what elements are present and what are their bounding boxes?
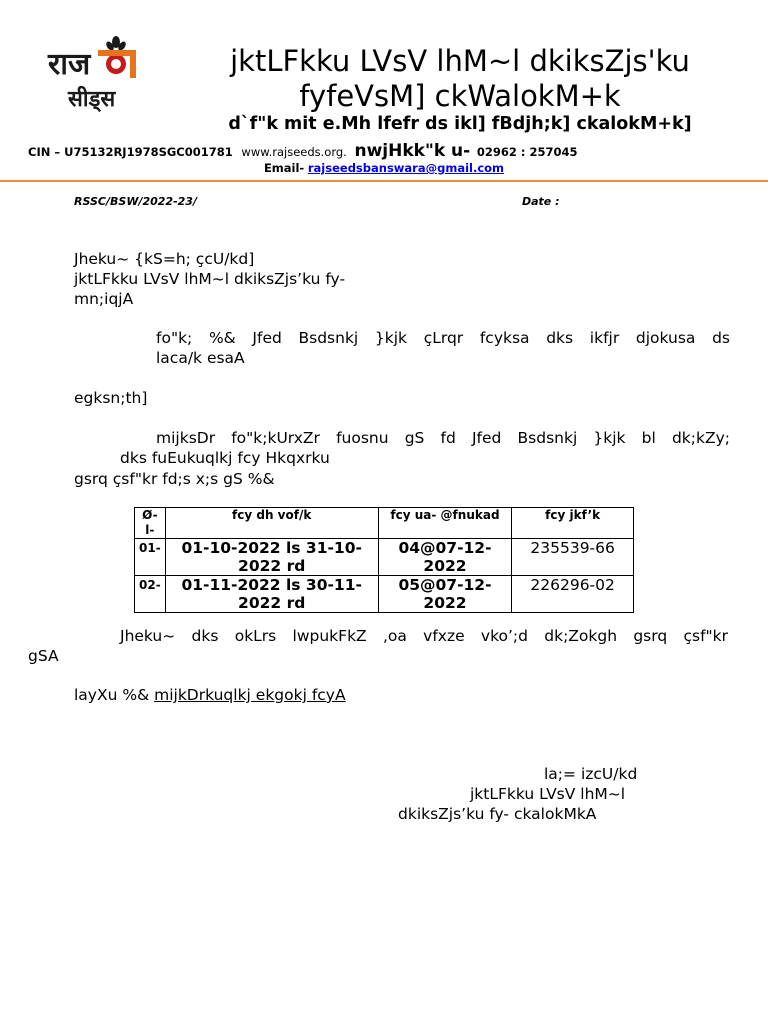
body-paragraph1-line2: dks fuEukuqlkj fcy Hkqxrku [120, 449, 330, 467]
company-title-line2: fyfeVsM] ckWalokM+k [299, 79, 621, 113]
cell-amount: 226296-02 [512, 576, 634, 613]
phone-number: 02962 : 257045 [476, 145, 578, 159]
body-paragraph1-line1: mijksDr fo"k;kUrxZr fuosnu gS fd Jfed Bsdsnkj }kjk bl dk;kZy; [156, 429, 730, 447]
email-line [0, 161, 768, 175]
date-label: Date : [522, 195, 560, 208]
cell-bill-no: 05@07-12-2022 [378, 576, 512, 613]
table-header-row [135, 508, 634, 539]
email-link[interactable]: rajseedsbanswara@gmail.com [307, 161, 505, 175]
cell-period: 01-11-2022 ls 30-11-2022 rd [165, 576, 378, 613]
table-row [135, 576, 634, 613]
cin-number: CIN – U75132RJ1978SGC001781 [28, 145, 233, 159]
body-paragraph2-line2: gSA [28, 647, 59, 665]
subject-line2: laca/k esaA [156, 349, 245, 367]
cell-period: 01-10-2022 ls 31-10-2022 rd [165, 539, 378, 576]
column-header-period: fcy dh vof/k [165, 508, 378, 539]
column-header-bill-no: fcy ua- @fnukad [378, 508, 512, 539]
table-row [135, 539, 634, 576]
logo-text-top: राज [48, 47, 91, 82]
phone-label: nwjHkk"k u- [354, 141, 471, 161]
enclosure [74, 685, 346, 705]
logo-text-bottom: सीड्स [68, 87, 116, 112]
reference-number: RSSC/BSW/2022-23/ [74, 195, 197, 208]
salutation: egksn;th] [74, 389, 148, 407]
column-header-sno: Ø- l- [135, 508, 166, 539]
recipient-line2: jktLFkku LVsV lhM~l dkiksZjs’ku fy- [74, 270, 346, 288]
company-logo [46, 30, 142, 114]
bill-table [134, 507, 634, 613]
subject-line1: fo"k; %& Jfed Bsdsnkj }kjk çLrqr fcyksa dks ikfjr djokusa ds [156, 329, 730, 347]
contact-line [0, 141, 768, 161]
recipient-line3: mn;iqjA [74, 290, 134, 308]
body-paragraph2-line1: Jheku~ dks okLrs lwpukFkZ ,oa vfxze vko’;d dk;Zokgh gsrq çsf"kr [120, 627, 728, 645]
column-header-amount: fcy jkf’k [512, 508, 634, 539]
website-text: www.rajseeds.org. [241, 145, 347, 159]
enclosure-label: layXu %& [74, 686, 150, 704]
cell-amount: 235539-66 [512, 539, 634, 576]
enclosure-text: mijkDrkuqlkj ekgokj fcyA [154, 686, 346, 704]
signature-line2: jktLFkku LVsV lhM~l [470, 785, 626, 803]
signature-line3: dkiksZjs’ku fy- ckalokMkA [398, 805, 597, 823]
company-title-line1: jktLFkku LVsV lhM~l dkiksZjs'ku [230, 44, 690, 78]
cell-bill-no: 04@07-12-2022 [378, 539, 512, 576]
signature-line1: la;= izcU/kd [544, 765, 638, 783]
company-address: d`f"k mit e.Mh lfefr ds ikl] fBdjh;k] ckalokM+k] [228, 114, 692, 134]
email-label: Email- [263, 161, 305, 175]
header-divider [0, 180, 768, 182]
body-paragraph1-line3: gsrq çsf"kr fd;s x;s gS %& [74, 470, 275, 488]
cell-sno: 01- [135, 539, 166, 576]
cell-sno: 02- [135, 576, 166, 613]
recipient-line1: Jheku~ {kS=h; çcU/kd] [74, 250, 255, 268]
